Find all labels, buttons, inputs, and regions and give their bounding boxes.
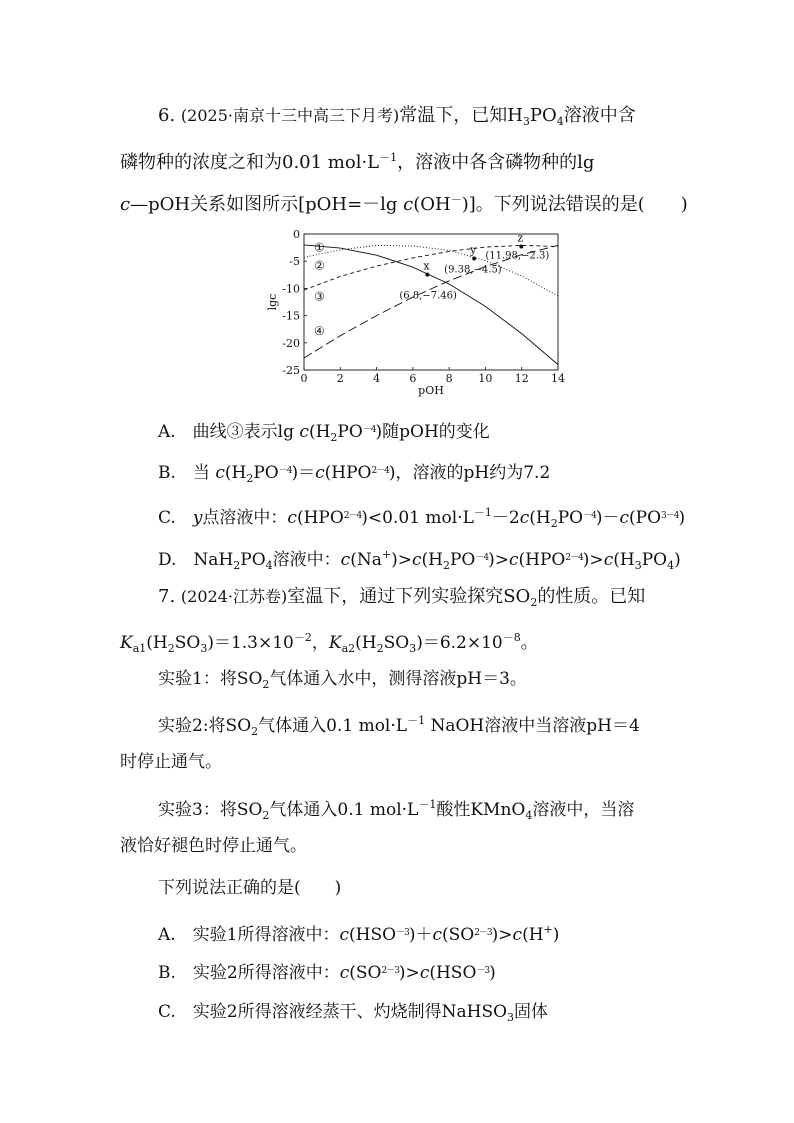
x-tick-label: 12 bbox=[514, 372, 529, 385]
x-tick-label: 2 bbox=[336, 372, 344, 385]
curve-label-1: ① bbox=[313, 240, 325, 255]
curve-4 bbox=[304, 245, 558, 358]
q7-option-c: C. 实验2所得溶液经蒸干、灼烧制得NaHSO$_3$固体 bbox=[158, 1002, 549, 1024]
chart-labels bbox=[314, 232, 549, 338]
y-tick-label: -10 bbox=[282, 282, 300, 296]
x-tick-label: 0 bbox=[300, 372, 308, 385]
point-z bbox=[519, 245, 523, 249]
q6-option-d: D. $NaH_2PO_4$溶液中：$c(Na^+)>c(H_2PO^{-4})>c(HPO^{2-4})>c(H_3PO_4)$ bbox=[158, 548, 681, 572]
curve-label-4: ④ bbox=[313, 323, 325, 338]
curve-1 bbox=[304, 245, 558, 365]
x-tick-label: 4 bbox=[373, 372, 381, 385]
point-x bbox=[425, 273, 429, 277]
chart-curves bbox=[304, 245, 558, 365]
q7-option-b: B. 实验2所得溶液中：$c(SO^{2-3})>c(HSO^{-3})$ bbox=[158, 963, 496, 983]
q7-experiment-3: 实验3：将$SO_2$气体通入0.1 $mol\cdot L^{-1}$酸性KMnO$_4$溶液中，当溶 bbox=[158, 798, 635, 822]
y-axis-label: lgc bbox=[266, 293, 279, 311]
point-label-y: y bbox=[470, 243, 477, 257]
q7-experiment-2-cont: 时停止通气。 bbox=[120, 752, 222, 772]
x-tick-label: 6 bbox=[409, 372, 417, 385]
q6-option-c: C. y点溶液中：$c(HPO^{2-4})<0.01$ $mol\cdot L^{-1}-2c(H_2PO^{-4})-c(PO^{3-4})$ bbox=[158, 506, 686, 530]
q6-line-3: c—pOH关系如图所示[pOH=－lg c(OH－)]。下列说法错误的是( ) bbox=[120, 193, 688, 215]
q6-source: (2025·南京十三中高三下月考) bbox=[180, 106, 400, 125]
x-tick-label: 10 bbox=[478, 372, 493, 385]
x-tick-label: 14 bbox=[551, 372, 565, 385]
q7-number: 7. bbox=[158, 586, 176, 607]
q6-option-a: A. 曲线③表示$\lg c(H_2PO^{-4})$随pOH的变化 bbox=[158, 422, 490, 444]
point-label-z: z bbox=[517, 231, 524, 245]
q7-question: 下列说法正确的是( ) bbox=[158, 878, 342, 898]
y-tick-label: -5 bbox=[289, 255, 300, 269]
x-axis-label: pOH bbox=[418, 384, 444, 397]
q7-experiment-2: 实验2:将$SO_2$气体通入0.1 $mol\cdot L^{-1}$ NaOH溶液中当溶液pH＝4 bbox=[158, 714, 640, 738]
q7-source: (2024·江苏卷) bbox=[180, 587, 288, 606]
q6-line-1: 6. (2025·南京十三中高三下月考)常温下，已知$H_3PO_4$溶液中含 bbox=[158, 105, 636, 128]
q7-line-1: 7. (2024·江苏卷)室温下，通过下列实验探究$SO_2$的性质。已知 bbox=[158, 586, 646, 609]
point-y bbox=[472, 256, 476, 260]
q7-option-a: A. 实验1所得溶液中：$c(HSO^{-3})+c(SO^{2-3})>c(H^+)$ bbox=[158, 923, 560, 945]
y-tick-label: -15 bbox=[282, 309, 300, 323]
q6-number: 6. bbox=[158, 105, 176, 126]
curve-label-3: ③ bbox=[313, 289, 325, 304]
q7-experiment-1: 实验1：将$SO_2$气体通入水中，测得溶液pH＝3。 bbox=[158, 669, 527, 691]
curve-label-2: ② bbox=[313, 258, 325, 273]
y-tick-label: -20 bbox=[282, 336, 300, 350]
q7-experiment-3-cont: 液恰好褪色时停止通气。 bbox=[120, 836, 307, 856]
q7-ka-line: $K_{a1}(H_2SO_3)=1.3\times 10^{-2}$，$K_{a2}(H_2SO_3)=6.2\times 10^{-8}$。 bbox=[120, 631, 538, 655]
point-coord-x: (6.8,−7.46) bbox=[399, 290, 457, 302]
x-tick-label: 8 bbox=[445, 372, 453, 385]
y-tick-label: 0 bbox=[293, 228, 300, 241]
y-tick-label: -25 bbox=[282, 364, 300, 377]
lgc-poh-chart bbox=[262, 226, 572, 406]
q6-line-2: 磷物种的浓度之和为0.01 $mol\cdot L^{-1}$，溶液中各含磷物种的lg bbox=[120, 151, 595, 173]
point-label-x: x bbox=[423, 259, 430, 273]
point-coord-z: (11.98,−2.3) bbox=[485, 250, 550, 262]
q6-option-b: B. 当 $c(H_2PO^{-4})=c(HPO^{2-4})$，溶液的pH约为7.2 bbox=[158, 463, 551, 485]
point-coord-y: (9.38,−4.5) bbox=[444, 264, 502, 276]
